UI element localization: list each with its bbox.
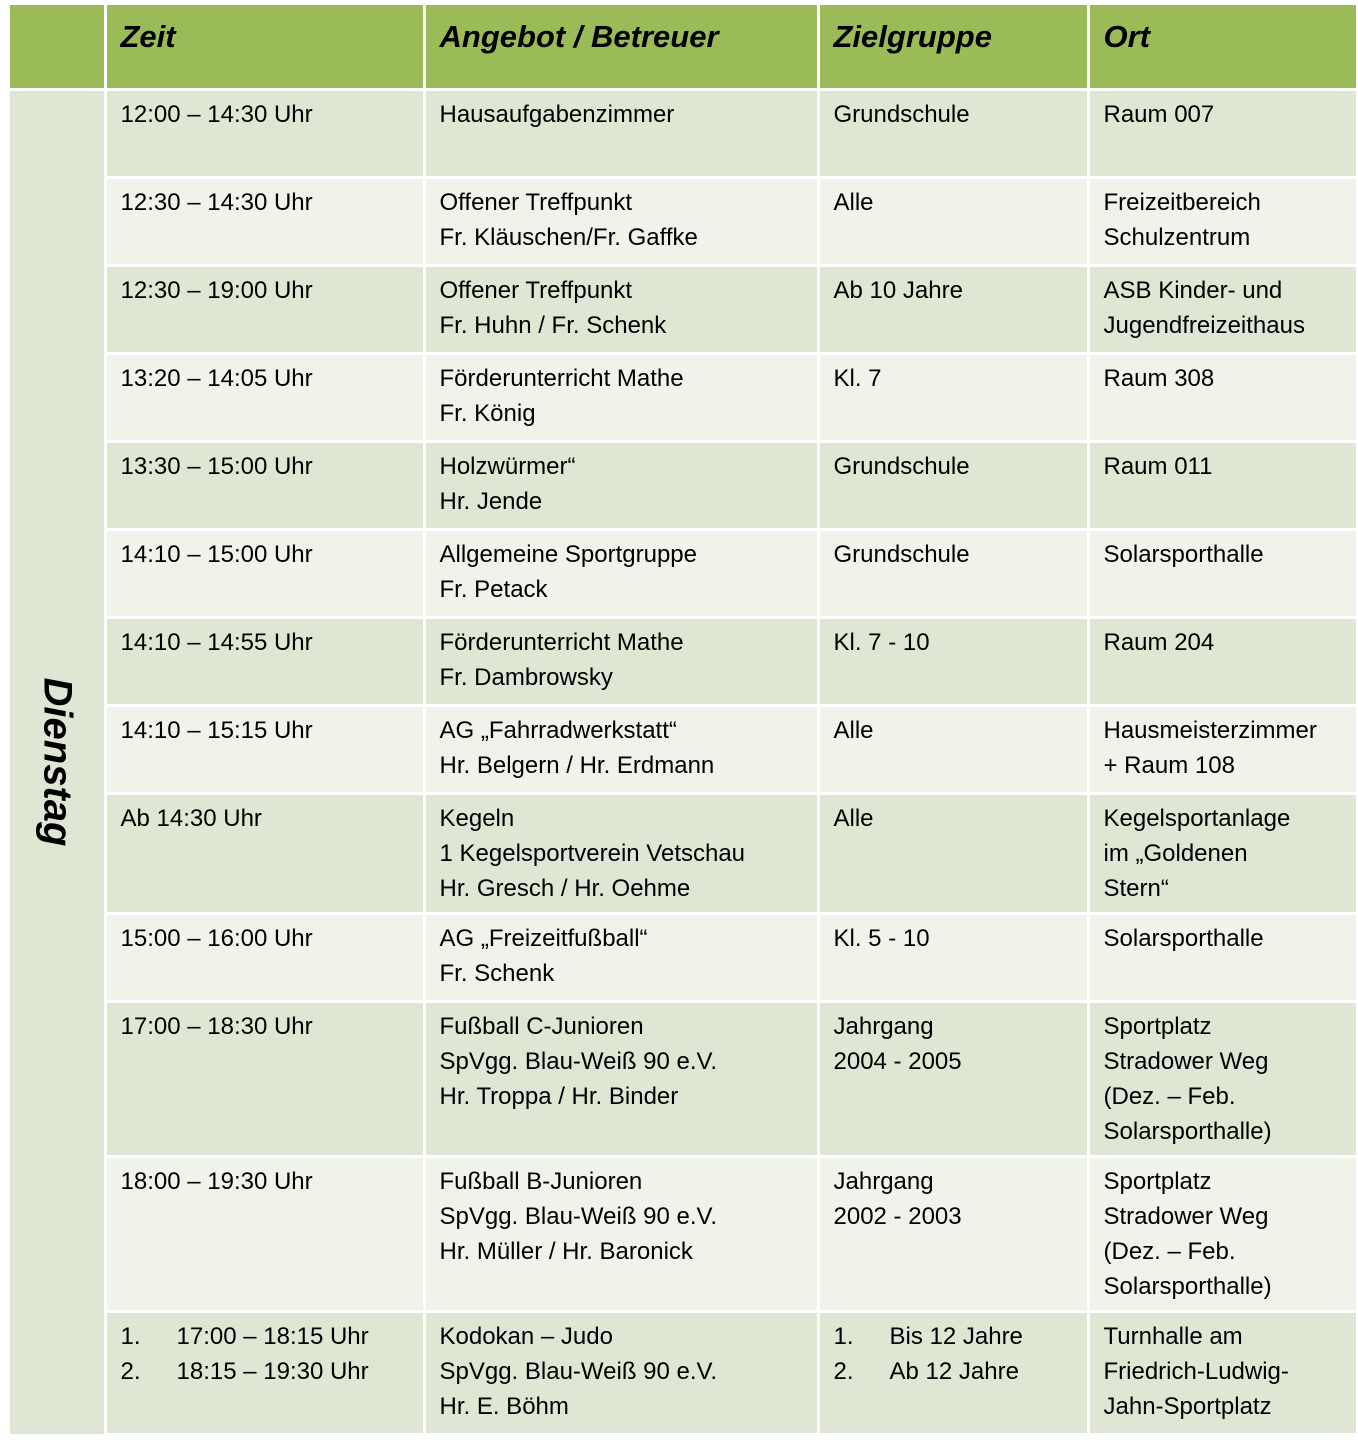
ort-line: Solarsporthalle)	[1103, 1272, 1272, 1300]
angebot-line: Fußball C-Junioren	[439, 1012, 644, 1040]
cell-ort	[1088, 913, 1356, 1001]
table-row	[10, 913, 1356, 1001]
table-row	[10, 793, 1356, 913]
cell-angebot	[424, 441, 818, 529]
ort-line: Stradower Weg	[1103, 1047, 1269, 1075]
angebot-line: Kodokan – Judo	[439, 1322, 613, 1350]
angebot-line: AG „Freizeitfußball“	[439, 924, 648, 952]
zielgruppe-numbered-line	[834, 1319, 1073, 1354]
ort-line: Sportplatz	[1103, 1012, 1212, 1040]
cell-zielgruppe	[818, 529, 1088, 617]
cell-zielgruppe	[818, 1311, 1088, 1434]
cell-angebot	[424, 265, 818, 353]
cell-zielgruppe	[818, 265, 1088, 353]
zeit-line: 18:00 – 19:30 Uhr	[120, 1167, 313, 1195]
zielgruppe-line: 2002 - 2003	[833, 1202, 962, 1230]
table-row	[10, 705, 1356, 793]
angebot-line: SpVgg. Blau-Weiß 90 e.V.	[439, 1202, 717, 1230]
cell-angebot	[424, 705, 818, 793]
header-angebot: Angebot / Betreuer	[424, 5, 818, 89]
cell-angebot	[424, 1311, 818, 1434]
table-row	[10, 1001, 1356, 1156]
angebot-line: Fr. Petack	[439, 575, 548, 603]
angebot-line: SpVgg. Blau-Weiß 90 e.V.	[439, 1047, 717, 1075]
zielgruppe-line: Grundschule	[833, 452, 970, 480]
ort-line: Raum 011	[1103, 452, 1213, 480]
angebot-line: Fr. Kläuschen/Fr. Gaffke	[439, 223, 698, 251]
zielgruppe-line: 2004 - 2005	[833, 1047, 962, 1075]
zielgruppe-line: Kl. 5 - 10	[833, 924, 930, 952]
zeit-line: 13:30 – 15:00 Uhr	[120, 452, 313, 480]
zielgruppe-line: Jahrgang	[833, 1167, 934, 1195]
header-zeit: Zeit	[105, 5, 424, 89]
table-row	[10, 1311, 1356, 1434]
cell-ort	[1088, 1156, 1356, 1311]
header-row	[10, 5, 1356, 89]
cell-zeit	[105, 177, 424, 265]
cell-ort	[1088, 705, 1356, 793]
ort-line: Solarsporthalle	[1103, 540, 1264, 568]
ort-line: Turnhalle am	[1103, 1322, 1243, 1350]
table-row	[10, 1156, 1356, 1311]
cell-angebot	[424, 529, 818, 617]
zielgruppe-line: Alle	[833, 716, 874, 744]
table-row	[10, 529, 1356, 617]
zeit-line: 14:10 – 14:55 Uhr	[120, 628, 313, 656]
angebot-line: Hr. Müller / Hr. Baronick	[439, 1237, 693, 1265]
zielgruppe-line: Alle	[833, 188, 874, 216]
list-number: 2.	[120, 1357, 141, 1385]
cell-zeit	[105, 793, 424, 913]
zielgruppe-line: Grundschule	[833, 540, 970, 568]
angebot-line: Allgemeine Sportgruppe	[439, 540, 697, 568]
ort-line: (Dez. – Feb.	[1103, 1237, 1236, 1265]
cell-zeit	[105, 1156, 424, 1311]
zielgruppe-line: Kl. 7	[833, 364, 882, 392]
cell-zeit	[105, 89, 424, 177]
zeit-numbered-line	[121, 1319, 409, 1354]
ort-line: Raum 007	[1103, 100, 1215, 128]
ort-line: Schulzentrum	[1103, 223, 1251, 251]
zielgruppe-line: Grundschule	[833, 100, 970, 128]
cell-angebot	[424, 353, 818, 441]
angebot-line: Förderunterricht Mathe	[439, 364, 684, 392]
zeit-line: 17:00 – 18:30 Uhr	[120, 1012, 313, 1040]
table-row	[10, 353, 1356, 441]
cell-zielgruppe	[818, 705, 1088, 793]
angebot-line: AG „Fahrradwerkstatt“	[439, 716, 677, 744]
table-row	[10, 89, 1356, 177]
ort-line: Jugendfreizeithaus	[1103, 311, 1305, 339]
ort-line: Raum 204	[1103, 628, 1215, 656]
cell-zielgruppe	[818, 89, 1088, 177]
cell-ort	[1088, 353, 1356, 441]
cell-ort	[1088, 265, 1356, 353]
cell-ort	[1088, 1001, 1356, 1156]
zeit-line: 12:30 – 19:00 Uhr	[120, 276, 313, 304]
cell-zeit	[105, 353, 424, 441]
angebot-line: Fr. Huhn / Fr. Schenk	[439, 311, 667, 339]
cell-ort	[1088, 1311, 1356, 1434]
cell-zeit	[105, 441, 424, 529]
header-ort: Ort	[1088, 5, 1356, 89]
ort-line: Friedrich-Ludwig-	[1103, 1357, 1289, 1385]
cell-zielgruppe	[818, 353, 1088, 441]
ort-line: im „Goldenen	[1103, 839, 1248, 867]
table-row	[10, 441, 1356, 529]
cell-angebot	[424, 1156, 818, 1311]
day-cell	[10, 89, 105, 1434]
cell-zielgruppe	[818, 617, 1088, 705]
cell-zielgruppe	[818, 1156, 1088, 1311]
zeit-line: 12:30 – 14:30 Uhr	[120, 188, 313, 216]
list-number: 2.	[833, 1357, 854, 1385]
ort-line: Solarsporthalle)	[1103, 1117, 1272, 1145]
zeit-line: Ab 14:30 Uhr	[120, 804, 262, 832]
ort-line: Kegelsportanlage	[1103, 804, 1291, 832]
angebot-line: Fr. Schenk	[439, 959, 555, 987]
zielgruppe-line: Jahrgang	[833, 1012, 934, 1040]
cell-angebot	[424, 177, 818, 265]
ort-line: ASB Kinder- und	[1103, 276, 1283, 304]
table-row	[10, 177, 1356, 265]
cell-zeit	[105, 913, 424, 1001]
ort-line: Jahn-Sportplatz	[1103, 1392, 1272, 1420]
ort-line: + Raum 108	[1103, 751, 1235, 779]
list-text: Ab 12 Jahre	[889, 1357, 1019, 1385]
zielgruppe-line: Alle	[833, 804, 874, 832]
angebot-line: Fr. Dambrowsky	[439, 663, 613, 691]
ort-line: Stern“	[1103, 874, 1169, 902]
cell-zeit	[105, 1001, 424, 1156]
cell-angebot	[424, 617, 818, 705]
cell-zeit	[105, 617, 424, 705]
cell-zielgruppe	[818, 177, 1088, 265]
list-number: 1.	[833, 1322, 854, 1350]
cell-zeit	[105, 529, 424, 617]
header-zielgruppe: Zielgruppe	[818, 5, 1088, 89]
table-row	[10, 617, 1356, 705]
zielgruppe-numbered-line	[834, 1354, 1073, 1389]
angebot-line: Hr. Troppa / Hr. Binder	[439, 1082, 679, 1110]
cell-ort	[1088, 529, 1356, 617]
cell-ort	[1088, 441, 1356, 529]
cell-ort	[1088, 177, 1356, 265]
zeit-line: 13:20 – 14:05 Uhr	[120, 364, 313, 392]
angebot-line: Förderunterricht Mathe	[439, 628, 684, 656]
cell-angebot	[424, 89, 818, 177]
zeit-line: 12:00 – 14:30 Uhr	[120, 100, 313, 128]
cell-zielgruppe	[818, 913, 1088, 1001]
list-text: 18:15 – 19:30 Uhr	[176, 1357, 369, 1385]
zeit-line: 14:10 – 15:00 Uhr	[120, 540, 313, 568]
day-label: Dienstag	[35, 677, 80, 847]
angebot-line: Kegeln	[439, 804, 515, 832]
ort-line: Solarsporthalle	[1103, 924, 1264, 952]
ort-line: Raum 308	[1103, 364, 1215, 392]
zeit-numbered-line	[121, 1354, 409, 1389]
angebot-line: Hr. Jende	[439, 487, 543, 515]
cell-angebot	[424, 793, 818, 913]
cell-zielgruppe	[818, 793, 1088, 913]
cell-angebot	[424, 913, 818, 1001]
angebot-line: Holzwürmer“	[439, 452, 576, 480]
ort-line: Freizeitbereich	[1103, 188, 1261, 216]
list-text: Bis 12 Jahre	[889, 1322, 1023, 1350]
list-number: 1.	[120, 1322, 141, 1350]
cell-ort	[1088, 89, 1356, 177]
cell-zeit	[105, 1311, 424, 1434]
cell-zielgruppe	[818, 441, 1088, 529]
angebot-line: Fußball B-Junioren	[439, 1167, 643, 1195]
zeit-line: 14:10 – 15:15 Uhr	[120, 716, 313, 744]
cell-zeit	[105, 705, 424, 793]
ort-line: Hausmeisterzimmer	[1103, 716, 1317, 744]
angebot-line: Hr. E. Böhm	[439, 1392, 569, 1420]
schedule-page	[10, 5, 1356, 1436]
zielgruppe-line: Kl. 7 - 10	[833, 628, 930, 656]
ort-line: (Dez. – Feb.	[1103, 1082, 1236, 1110]
angebot-line: 1 Kegelsportverein Vetschau	[439, 839, 746, 867]
angebot-line: Hausaufgabenzimmer	[439, 100, 675, 128]
table-row	[10, 265, 1356, 353]
cell-zielgruppe	[818, 1001, 1088, 1156]
cell-ort	[1088, 617, 1356, 705]
schedule-table	[10, 5, 1356, 1436]
header-day-cell	[10, 5, 105, 89]
cell-angebot	[424, 1001, 818, 1156]
ort-line: Sportplatz	[1103, 1167, 1212, 1195]
angebot-line: Hr. Gresch / Hr. Oehme	[439, 874, 691, 902]
list-text: 17:00 – 18:15 Uhr	[176, 1322, 369, 1350]
ort-line: Stradower Weg	[1103, 1202, 1269, 1230]
angebot-line: Fr. König	[439, 399, 536, 427]
zeit-line: 15:00 – 16:00 Uhr	[120, 924, 313, 952]
angebot-line: Hr. Belgern / Hr. Erdmann	[439, 751, 715, 779]
angebot-line: SpVgg. Blau-Weiß 90 e.V.	[439, 1357, 717, 1385]
cell-zeit	[105, 265, 424, 353]
zielgruppe-line: Ab 10 Jahre	[833, 276, 963, 304]
angebot-line: Offener Treffpunkt	[439, 276, 633, 304]
cell-ort	[1088, 793, 1356, 913]
angebot-line: Offener Treffpunkt	[439, 188, 633, 216]
